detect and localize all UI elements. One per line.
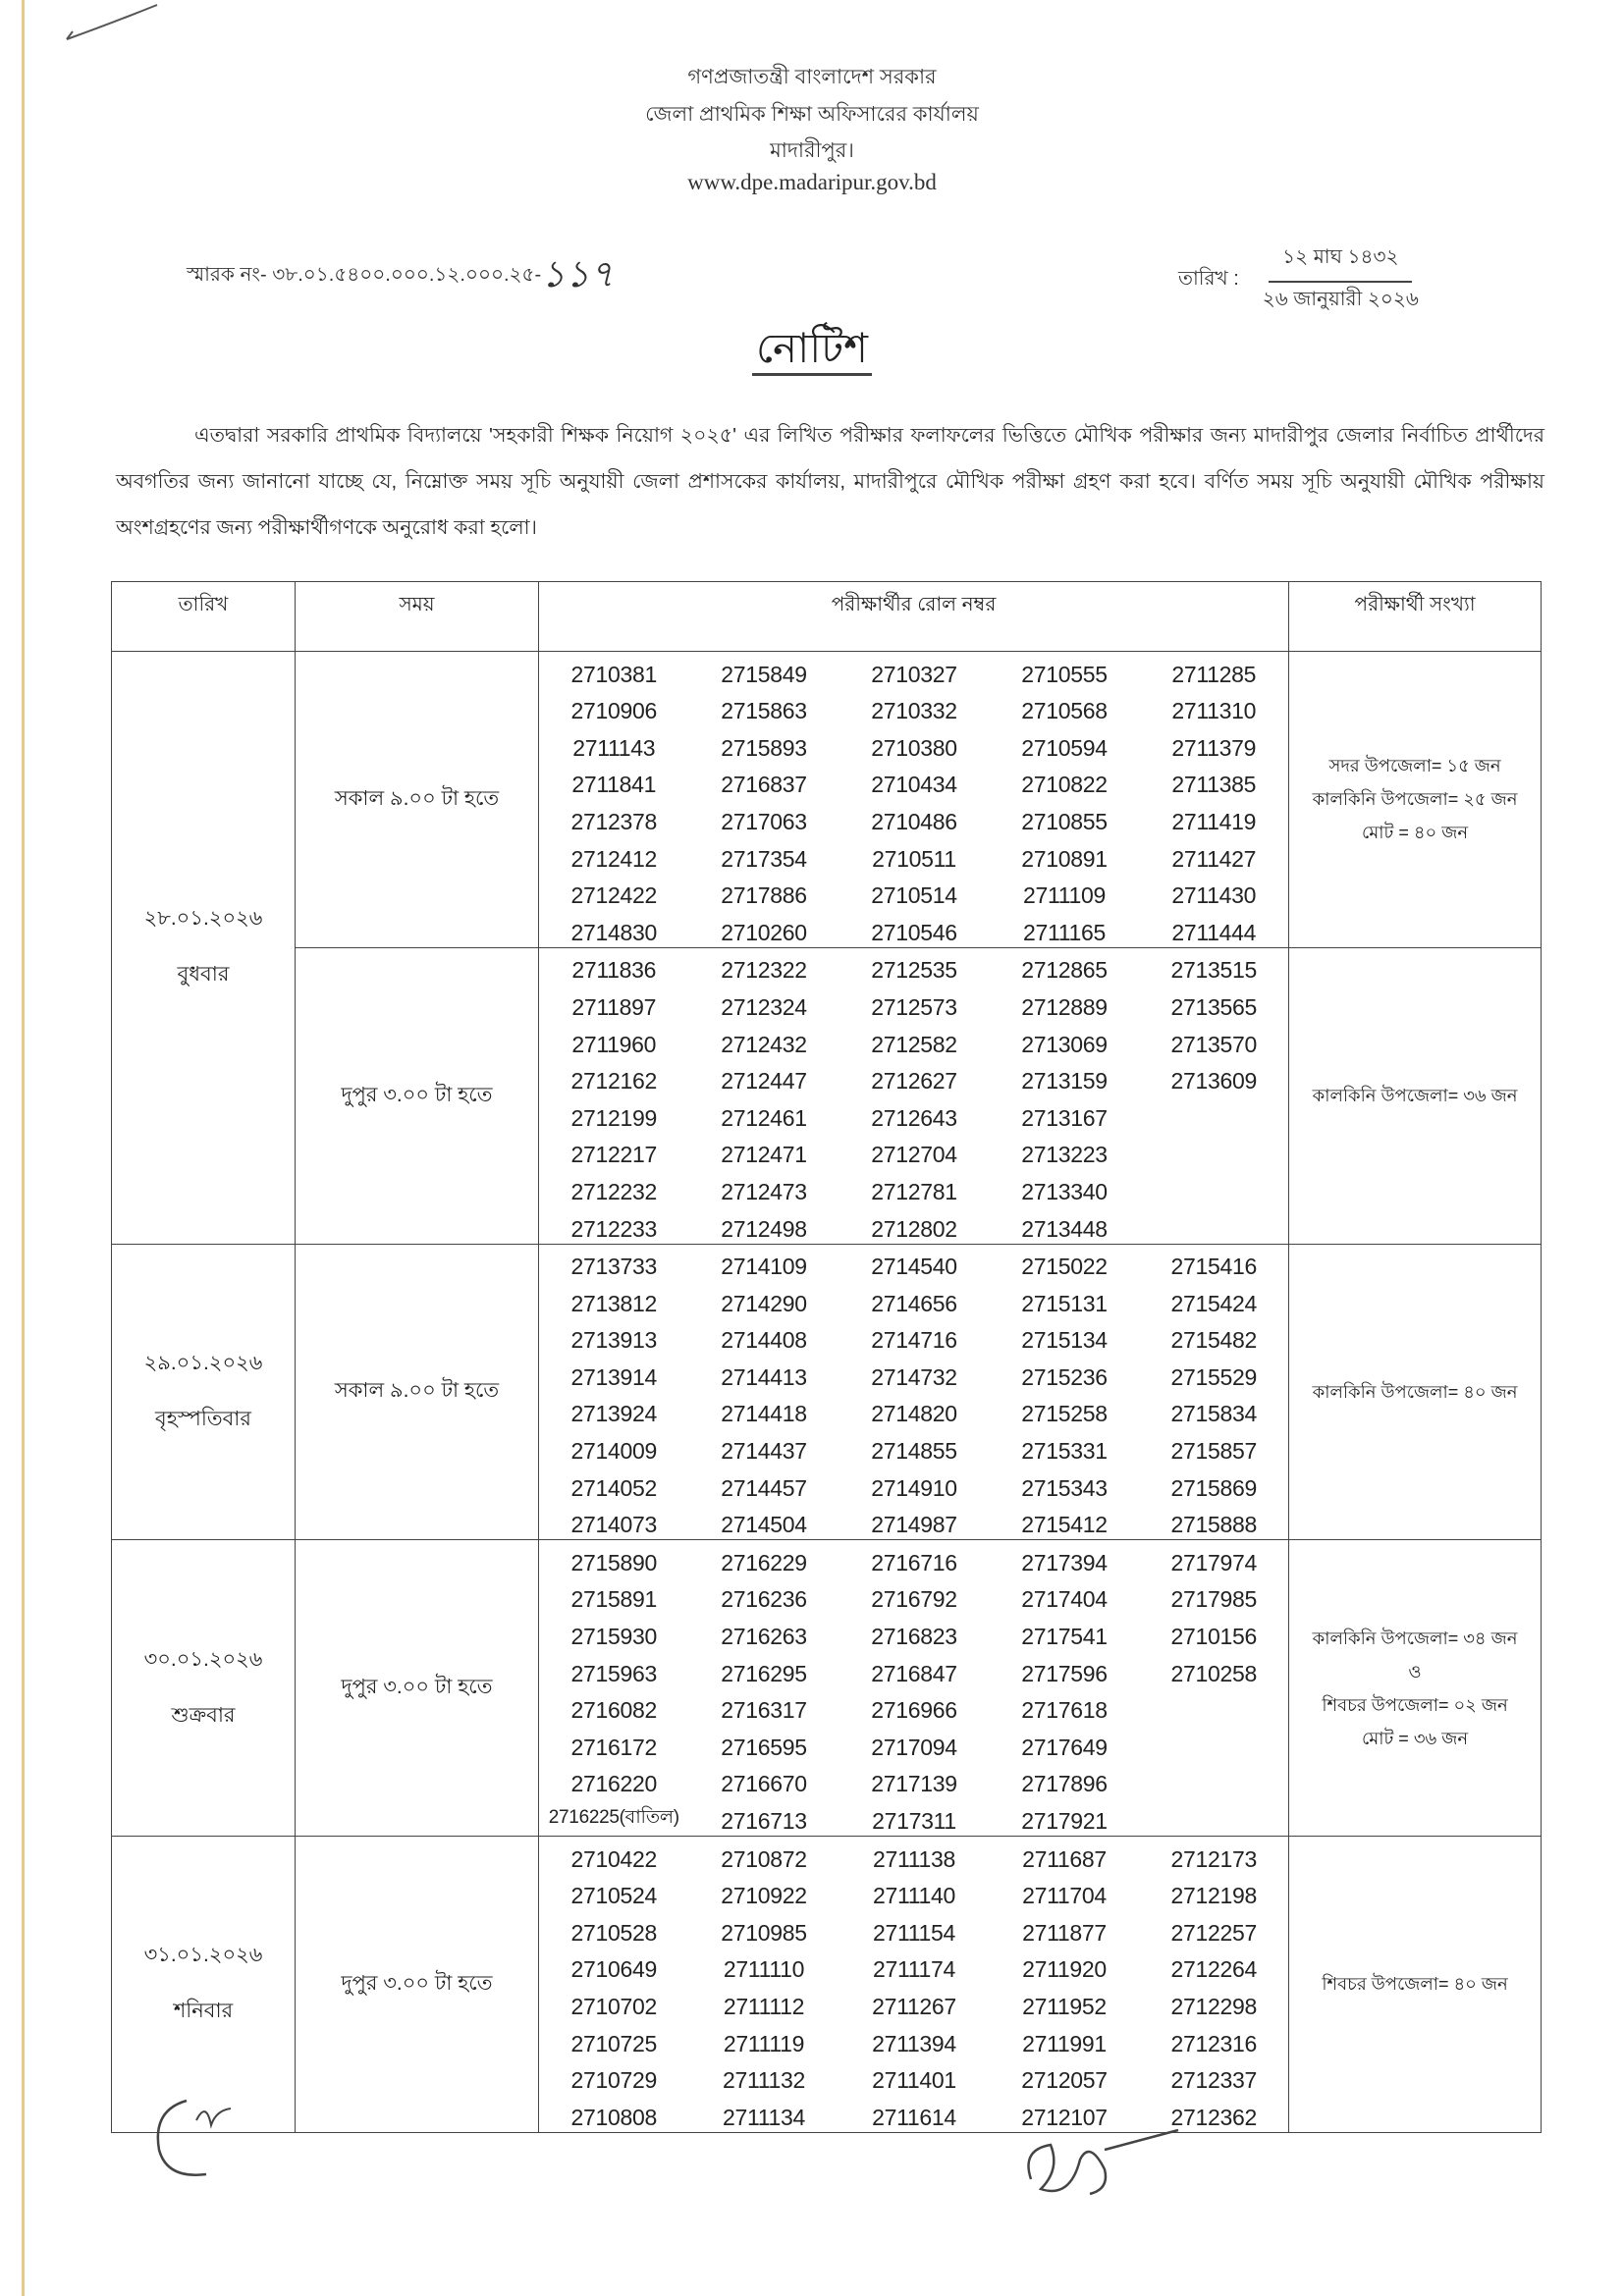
roll-number: 2710985 — [721, 1919, 807, 1946]
roll-number: 2712781 — [871, 1178, 957, 1204]
roll-number: 2716295 — [721, 1660, 807, 1686]
roll-number: 2714820 — [871, 1401, 957, 1427]
roll-number: 2712337 — [1140, 2058, 1289, 2096]
roll-number: 2711952 — [1022, 1993, 1107, 2019]
roll-number: 2715022 — [1021, 1254, 1108, 1280]
roll-number: 2711143 — [539, 725, 689, 763]
candidate-count-cell — [1289, 1540, 1542, 1837]
roll-number: 2711134 — [689, 2095, 839, 2132]
roll-number: 2711897 — [539, 985, 689, 1022]
roll-number: 2712362 — [1140, 2095, 1289, 2132]
roll-number — [1140, 1798, 1289, 1836]
roll-number: 2715963 — [539, 1651, 689, 1688]
notice-body — [116, 412, 1544, 551]
roll-number — [1140, 1133, 1289, 1170]
roll-number: 2712217 — [539, 1133, 689, 1170]
roll-number: 2715849 — [721, 661, 807, 687]
roll-number: 2714413 — [721, 1363, 807, 1390]
roll-number: 2717974 — [1140, 1540, 1289, 1577]
date-block — [1178, 240, 1433, 319]
roll-number: 2710156 — [1140, 1614, 1289, 1651]
roll-number: 2716713 — [689, 1798, 839, 1836]
roll-number: 2711444 — [1140, 910, 1289, 947]
notice-title: নোটিশ — [0, 316, 1624, 386]
roll-number: 2711385 — [1140, 763, 1289, 800]
roll-number: 2716595 — [721, 1734, 807, 1760]
candidate-count-cell — [1289, 1244, 1542, 1540]
roll-number: 2712643 — [871, 1104, 957, 1131]
roll-number: 2714073 — [539, 1503, 689, 1540]
roll-number: 2712107 — [990, 2095, 1140, 2132]
roll-number: 2717139 — [871, 1771, 957, 1797]
memo-handwritten-number: ১১৭ — [541, 252, 615, 295]
header-office: জেলা প্রাথমিক শিক্ষা অফিসারের কার্যালয় — [645, 103, 979, 126]
candidate-count-line: মোট = ৩৬ জন — [1361, 1728, 1469, 1748]
signature-left-icon — [147, 2081, 265, 2189]
roll-number: 2711379 — [1140, 725, 1289, 763]
time-cell: সকাল ৯.০০ টা হতে — [296, 652, 539, 948]
roll-number: 2713733 — [539, 1244, 689, 1281]
roll-number — [1140, 1725, 1289, 1762]
schedule-table — [111, 581, 1542, 2133]
date-cell — [112, 1244, 296, 1540]
exam-date: ৩১.০১.২০২৬ — [143, 1944, 263, 1967]
roll-number: 2717921 — [990, 1798, 1140, 1836]
roll-number: 2710822 — [1021, 772, 1108, 798]
roll-number: 2712173 — [1140, 1837, 1289, 1874]
roll-number: 2715343 — [1021, 1474, 1108, 1501]
roll-number: 2716317 — [721, 1697, 807, 1724]
roll-number: 2716082 — [539, 1688, 689, 1726]
roll-number: 2715930 — [539, 1614, 689, 1651]
roll-number: 2716716 — [871, 1549, 957, 1575]
header-candidate-count: পরীক্ষার্থী সংখ্যা — [1289, 582, 1542, 652]
roll-number: 2710906 — [539, 689, 689, 726]
candidate-count-line: কালকিনি উপজেলা= ৩৪ জন — [1312, 1628, 1518, 1648]
roll-number: 2710872 — [721, 1845, 807, 1872]
roll-number: 2711112 — [723, 1993, 805, 2019]
roll-number: 2716792 — [871, 1586, 957, 1613]
roll-number: 2713159 — [1021, 1068, 1108, 1095]
roll-number: 2715236 — [1021, 1363, 1108, 1390]
table-row — [112, 652, 1542, 689]
candidate-count-line: সদর উপজেলা= ১৫ জন — [1328, 756, 1501, 776]
roll-number: 2710808 — [539, 2095, 689, 2132]
roll-number: 2714830 — [539, 910, 689, 947]
roll-number: 2714732 — [871, 1363, 957, 1390]
roll-number: 2713515 — [1140, 947, 1289, 985]
roll-number: 2712378 — [539, 799, 689, 836]
roll-number: 2717649 — [1021, 1734, 1108, 1760]
roll-number: 2711132 — [722, 2067, 806, 2094]
roll-number: 2710855 — [1021, 808, 1108, 834]
roll-number: 2711310 — [1140, 689, 1289, 726]
roll-number: 2712257 — [1140, 1910, 1289, 1948]
roll-number: 2710511 — [872, 845, 956, 872]
roll-number: 2710332 — [871, 698, 957, 724]
roll-number: 2710555 — [1021, 661, 1108, 687]
candidate-count-cell — [1289, 652, 1542, 948]
roll-number: 2712535 — [871, 957, 957, 984]
roll-number: 2711614 — [839, 2095, 990, 2132]
roll-number: 2711165 — [990, 910, 1140, 947]
roll-number: 2716220 — [539, 1762, 689, 1799]
date-cell — [112, 652, 296, 1245]
roll-number: 2712498 — [689, 1206, 839, 1244]
roll-number: 2717404 — [1021, 1586, 1108, 1613]
roll-number: 2712889 — [1021, 993, 1108, 1020]
date-english: ২৬ জানুয়ারী ২০২৬ — [1262, 289, 1419, 310]
roll-number: 2711109 — [1022, 882, 1107, 909]
roll-number: 2714109 — [721, 1254, 807, 1280]
roll-number: 2712865 — [1021, 957, 1108, 984]
candidate-count-line: মোট = ৪০ জন — [1362, 823, 1469, 843]
time-cell: দুপুর ৩.০০ টা হতে — [296, 947, 539, 1244]
candidate-count-line: কালকিনি উপজেলা= ৩৬ জন — [1312, 1086, 1518, 1106]
roll-number: 2710434 — [871, 772, 957, 798]
roll-number: 2715331 — [1021, 1438, 1108, 1465]
roll-number: 2714437 — [721, 1438, 807, 1465]
roll-number: 2713167 — [1021, 1104, 1108, 1131]
roll-number: 2711836 — [539, 947, 689, 985]
roll-number: 2710729 — [539, 2058, 689, 2096]
roll-number: 2710422 — [539, 1837, 689, 1874]
exam-day: বৃহস্পতিবার — [155, 1407, 251, 1430]
roll-number: 2716229 — [721, 1549, 807, 1575]
roll-number — [1140, 1095, 1289, 1133]
header-time: সময় — [296, 582, 539, 652]
roll-number: 2714457 — [721, 1474, 807, 1501]
exam-date: ২৮.০১.২০২৬ — [143, 907, 263, 931]
roll-number: 2710260 — [689, 910, 839, 947]
candidate-count-line: ও — [1408, 1661, 1422, 1682]
roll-number: 2714009 — [539, 1428, 689, 1466]
roll-number: 2717886 — [721, 882, 807, 909]
roll-number: 2712233 — [539, 1206, 689, 1244]
roll-number: 2716823 — [871, 1624, 957, 1650]
roll-number: 2717896 — [1021, 1771, 1108, 1797]
roll-number: 2717063 — [721, 808, 807, 834]
time-cell: সকাল ৯.০০ টা হতে — [296, 1244, 539, 1540]
roll-number: 2715893 — [721, 734, 807, 761]
table-row — [112, 1244, 1542, 1281]
roll-number: 2710568 — [1021, 698, 1108, 724]
roll-number: 2715890 — [539, 1540, 689, 1577]
roll-number: 2715529 — [1140, 1355, 1289, 1392]
roll-number: 2714052 — [539, 1466, 689, 1503]
roll-number: 2715482 — [1140, 1318, 1289, 1356]
roll-number: 2712162 — [539, 1059, 689, 1096]
roll-number: 2711154 — [872, 1919, 956, 1946]
roll-number: 2714656 — [871, 1290, 957, 1316]
roll-number: 2716172 — [539, 1725, 689, 1762]
roll-number — [1140, 1206, 1289, 1244]
roll-number: 2716225(বাতিল) — [539, 1798, 689, 1836]
roll-number — [1140, 1688, 1289, 1726]
date-label: তারিখ : — [1178, 267, 1239, 290]
roll-number: 2710528 — [539, 1910, 689, 1948]
roll-number: 2715857 — [1140, 1428, 1289, 1466]
roll-number: 2713565 — [1140, 985, 1289, 1022]
roll-number: 2713448 — [990, 1206, 1140, 1244]
roll-number: 2710546 — [839, 910, 990, 947]
roll-number: 2712232 — [539, 1169, 689, 1206]
time-cell: দুপুর ৩.০০ টা হতে — [296, 1837, 539, 2133]
candidate-count-line: শিবচর উপজেলা= ০২ জন — [1322, 1694, 1508, 1715]
roll-number: 2712432 — [721, 1031, 807, 1057]
roll-number: 2710486 — [871, 808, 957, 834]
exam-date: ৩০.০১.২০২৬ — [143, 1647, 263, 1671]
roll-number: 2714408 — [721, 1327, 807, 1354]
roll-number: 2712199 — [539, 1095, 689, 1133]
header-website[interactable]: www.dpe.madaripur.gov.bd — [687, 170, 937, 194]
roll-number: 2711138 — [872, 1845, 956, 1872]
roll-number: 2711110 — [723, 1956, 805, 1983]
roll-number: 2717354 — [721, 845, 807, 872]
roll-number: 2713914 — [539, 1355, 689, 1392]
roll-number: 2712447 — [721, 1068, 807, 1095]
roll-number: 2716966 — [871, 1697, 957, 1724]
exam-day: শনিবার — [173, 2000, 234, 2023]
candidate-count-cell — [1289, 947, 1542, 1244]
roll-number: 2713812 — [539, 1281, 689, 1318]
roll-number: 2711394 — [872, 2030, 956, 2056]
candidate-count-line: কালকিনি উপজেলা= ৪০ জন — [1312, 1381, 1518, 1402]
roll-number: 2713340 — [1021, 1178, 1108, 1204]
table-header-row — [112, 582, 1542, 652]
roll-number: 2711991 — [1022, 2030, 1107, 2056]
roll-number: 2711960 — [539, 1022, 689, 1059]
time-cell: দুপুর ৩.০০ টা হতে — [296, 1540, 539, 1837]
roll-number: 2711704 — [1022, 1883, 1107, 1909]
header-government: গণপ্রজাতন্ত্রী বাংলাদেশ সরকার — [687, 66, 937, 88]
roll-number — [1140, 1169, 1289, 1206]
roll-number: 2710514 — [871, 882, 957, 909]
date-cell — [112, 1540, 296, 1837]
roll-number: 2712298 — [1140, 1984, 1289, 2021]
roll-number: 2716263 — [721, 1624, 807, 1650]
roll-number: 2713609 — [1140, 1059, 1289, 1096]
table-row — [112, 1837, 1542, 1874]
roll-number: 2711401 — [872, 2067, 956, 2094]
roll-number: 2711877 — [1022, 1919, 1107, 1946]
roll-number: 2712582 — [871, 1031, 957, 1057]
roll-number: 2717394 — [1021, 1549, 1108, 1575]
roll-number: 2712198 — [1140, 1874, 1289, 1911]
roll-number: 2713069 — [1021, 1031, 1108, 1057]
roll-number: 2715891 — [539, 1577, 689, 1615]
pen-mark-icon — [59, 0, 167, 49]
roll-number: 2712322 — [721, 957, 807, 984]
roll-number: 2716847 — [871, 1660, 957, 1686]
date-bangla: ১২ মাঘ ১৪৩২ — [1269, 240, 1412, 283]
roll-number: 2711430 — [1140, 874, 1289, 911]
roll-number: 2715416 — [1140, 1244, 1289, 1281]
roll-number: 2710524 — [539, 1874, 689, 1911]
roll-number: 2713913 — [539, 1318, 689, 1356]
roll-number: 2711174 — [872, 1956, 956, 1983]
notice-body-text: এতদ্বারা সরকারি প্রাথমিক বিদ্যালয়ে 'সহকারী শিক্ষক নিয়োগ ২০২৫' এর লিখিত পরীক্ষার ফলাফলের ভিত্তিতে মৌখিক পরীক্ষার জন্য মাদারীপুর জেলার নির্বাচিত প্রার্থীদের অবগতির জন্য জানানো যাচ্ছে যে, নিম্নোক্ত সময় সূচি অনুযায়ী জেলা প্রশাসকের কার্যালয়, মাদারীপুরে মৌখিক পরীক্ষা গ্রহণ করা হবে। বর্ণিত সময় সূচি অনুযায়ী মৌখিক পরীক্ষায় অংশগ্রহণের জন্য পরীক্ষার্থীগণকে অনুরোধ করা হলো। — [116, 424, 1544, 539]
roll-number: 2715424 — [1140, 1281, 1289, 1318]
roll-number: 2714540 — [871, 1254, 957, 1280]
header-district: মাদারীপুর। — [770, 139, 854, 162]
memo-number — [187, 245, 614, 308]
roll-number: 2714987 — [839, 1503, 990, 1540]
roll-number: 2714504 — [689, 1503, 839, 1540]
roll-number: 2714418 — [721, 1401, 807, 1427]
memo-label: স্মারক নং- ৩৮.০১.৫৪০০.০০০.১২.০০০.২৫- — [187, 264, 542, 286]
roll-number: 2715869 — [1140, 1466, 1289, 1503]
roll-number: 2713223 — [1021, 1142, 1108, 1168]
roll-number: 2716837 — [721, 772, 807, 798]
roll-number: 2713570 — [1140, 1022, 1289, 1059]
candidate-count-line: কালকিনি উপজেলা= ২৫ জন — [1312, 789, 1518, 810]
exam-date: ২৯.০১.২০২৬ — [143, 1351, 263, 1374]
roll-number: 2715863 — [721, 698, 807, 724]
roll-number: 2711419 — [1140, 799, 1289, 836]
roll-number: 2716236 — [721, 1586, 807, 1613]
candidate-count-cell — [1289, 1837, 1542, 2133]
roll-number: 2711427 — [1140, 836, 1289, 874]
roll-number: 2713924 — [539, 1392, 689, 1429]
roll-number: 2711140 — [872, 1883, 956, 1909]
exam-day: শুক্রবার — [171, 1703, 236, 1727]
roll-number: 2712473 — [721, 1178, 807, 1204]
roll-number: 2712627 — [871, 1068, 957, 1095]
roll-number: 2712324 — [721, 993, 807, 1020]
roll-number: 2710891 — [1021, 845, 1108, 872]
roll-number: 2716670 — [721, 1771, 807, 1797]
roll-number: 2712802 — [839, 1206, 990, 1244]
roll-number: 2710725 — [539, 2021, 689, 2058]
roll-number: 2712573 — [871, 993, 957, 1020]
roll-number: 2710702 — [539, 1984, 689, 2021]
roll-number: 2717094 — [871, 1734, 957, 1760]
roll-number: 2717596 — [1021, 1660, 1108, 1686]
roll-number: 2717311 — [839, 1798, 990, 1836]
roll-number: 2715834 — [1140, 1392, 1289, 1429]
roll-number: 2711267 — [872, 1993, 956, 2019]
roll-number: 2715258 — [1021, 1401, 1108, 1427]
roll-number: 2714290 — [721, 1290, 807, 1316]
roll-number: 2712471 — [721, 1142, 807, 1168]
roll-number: 2712264 — [1140, 1948, 1289, 1985]
roll-number: 2712461 — [721, 1104, 807, 1131]
roll-number: 2715888 — [1140, 1503, 1289, 1540]
roll-number: 2710649 — [539, 1948, 689, 1985]
roll-number: 2715131 — [1021, 1290, 1108, 1316]
roll-number: 2710381 — [539, 652, 689, 689]
roll-number: 2711920 — [1022, 1956, 1107, 1983]
roll-number: 2714855 — [871, 1438, 957, 1465]
roll-number: 2710258 — [1140, 1651, 1289, 1688]
roll-number: 2717541 — [1021, 1624, 1108, 1650]
table-row — [112, 947, 1542, 985]
roll-number: 2714910 — [871, 1474, 957, 1501]
roll-number: 2712422 — [539, 874, 689, 911]
roll-number: 2711841 — [539, 763, 689, 800]
roll-number: 2710380 — [871, 734, 957, 761]
roll-number: 2717618 — [1021, 1697, 1108, 1724]
roll-number: 2711119 — [723, 2030, 805, 2056]
signature-right-icon — [1011, 2110, 1188, 2218]
roll-number: 2714716 — [871, 1327, 957, 1354]
roll-number: 2715412 — [990, 1503, 1140, 1540]
roll-number: 2712704 — [871, 1142, 957, 1168]
roll-number: 2717985 — [1140, 1577, 1289, 1615]
roll-number: 2711285 — [1140, 652, 1289, 689]
roll-number: 2712412 — [539, 836, 689, 874]
table-row — [112, 1540, 1542, 1577]
roll-number: 2710922 — [721, 1883, 807, 1909]
header-date: তারিখ — [112, 582, 296, 652]
header-roll-numbers: পরীক্ষার্থীর রোল নম্বর — [539, 582, 1289, 652]
candidate-count-line: শিবচর উপজেলা= ৪০ জন — [1322, 1974, 1508, 1995]
roll-number — [1140, 1762, 1289, 1799]
exam-day: বুধবার — [177, 963, 230, 987]
roll-number: 2710327 — [871, 661, 957, 687]
roll-number: 2715134 — [1021, 1327, 1108, 1354]
roll-number: 2712316 — [1140, 2021, 1289, 2058]
roll-number: 2711687 — [1022, 1845, 1107, 1872]
roll-number: 2710594 — [1021, 734, 1108, 761]
roll-number: 2712057 — [1021, 2067, 1108, 2094]
